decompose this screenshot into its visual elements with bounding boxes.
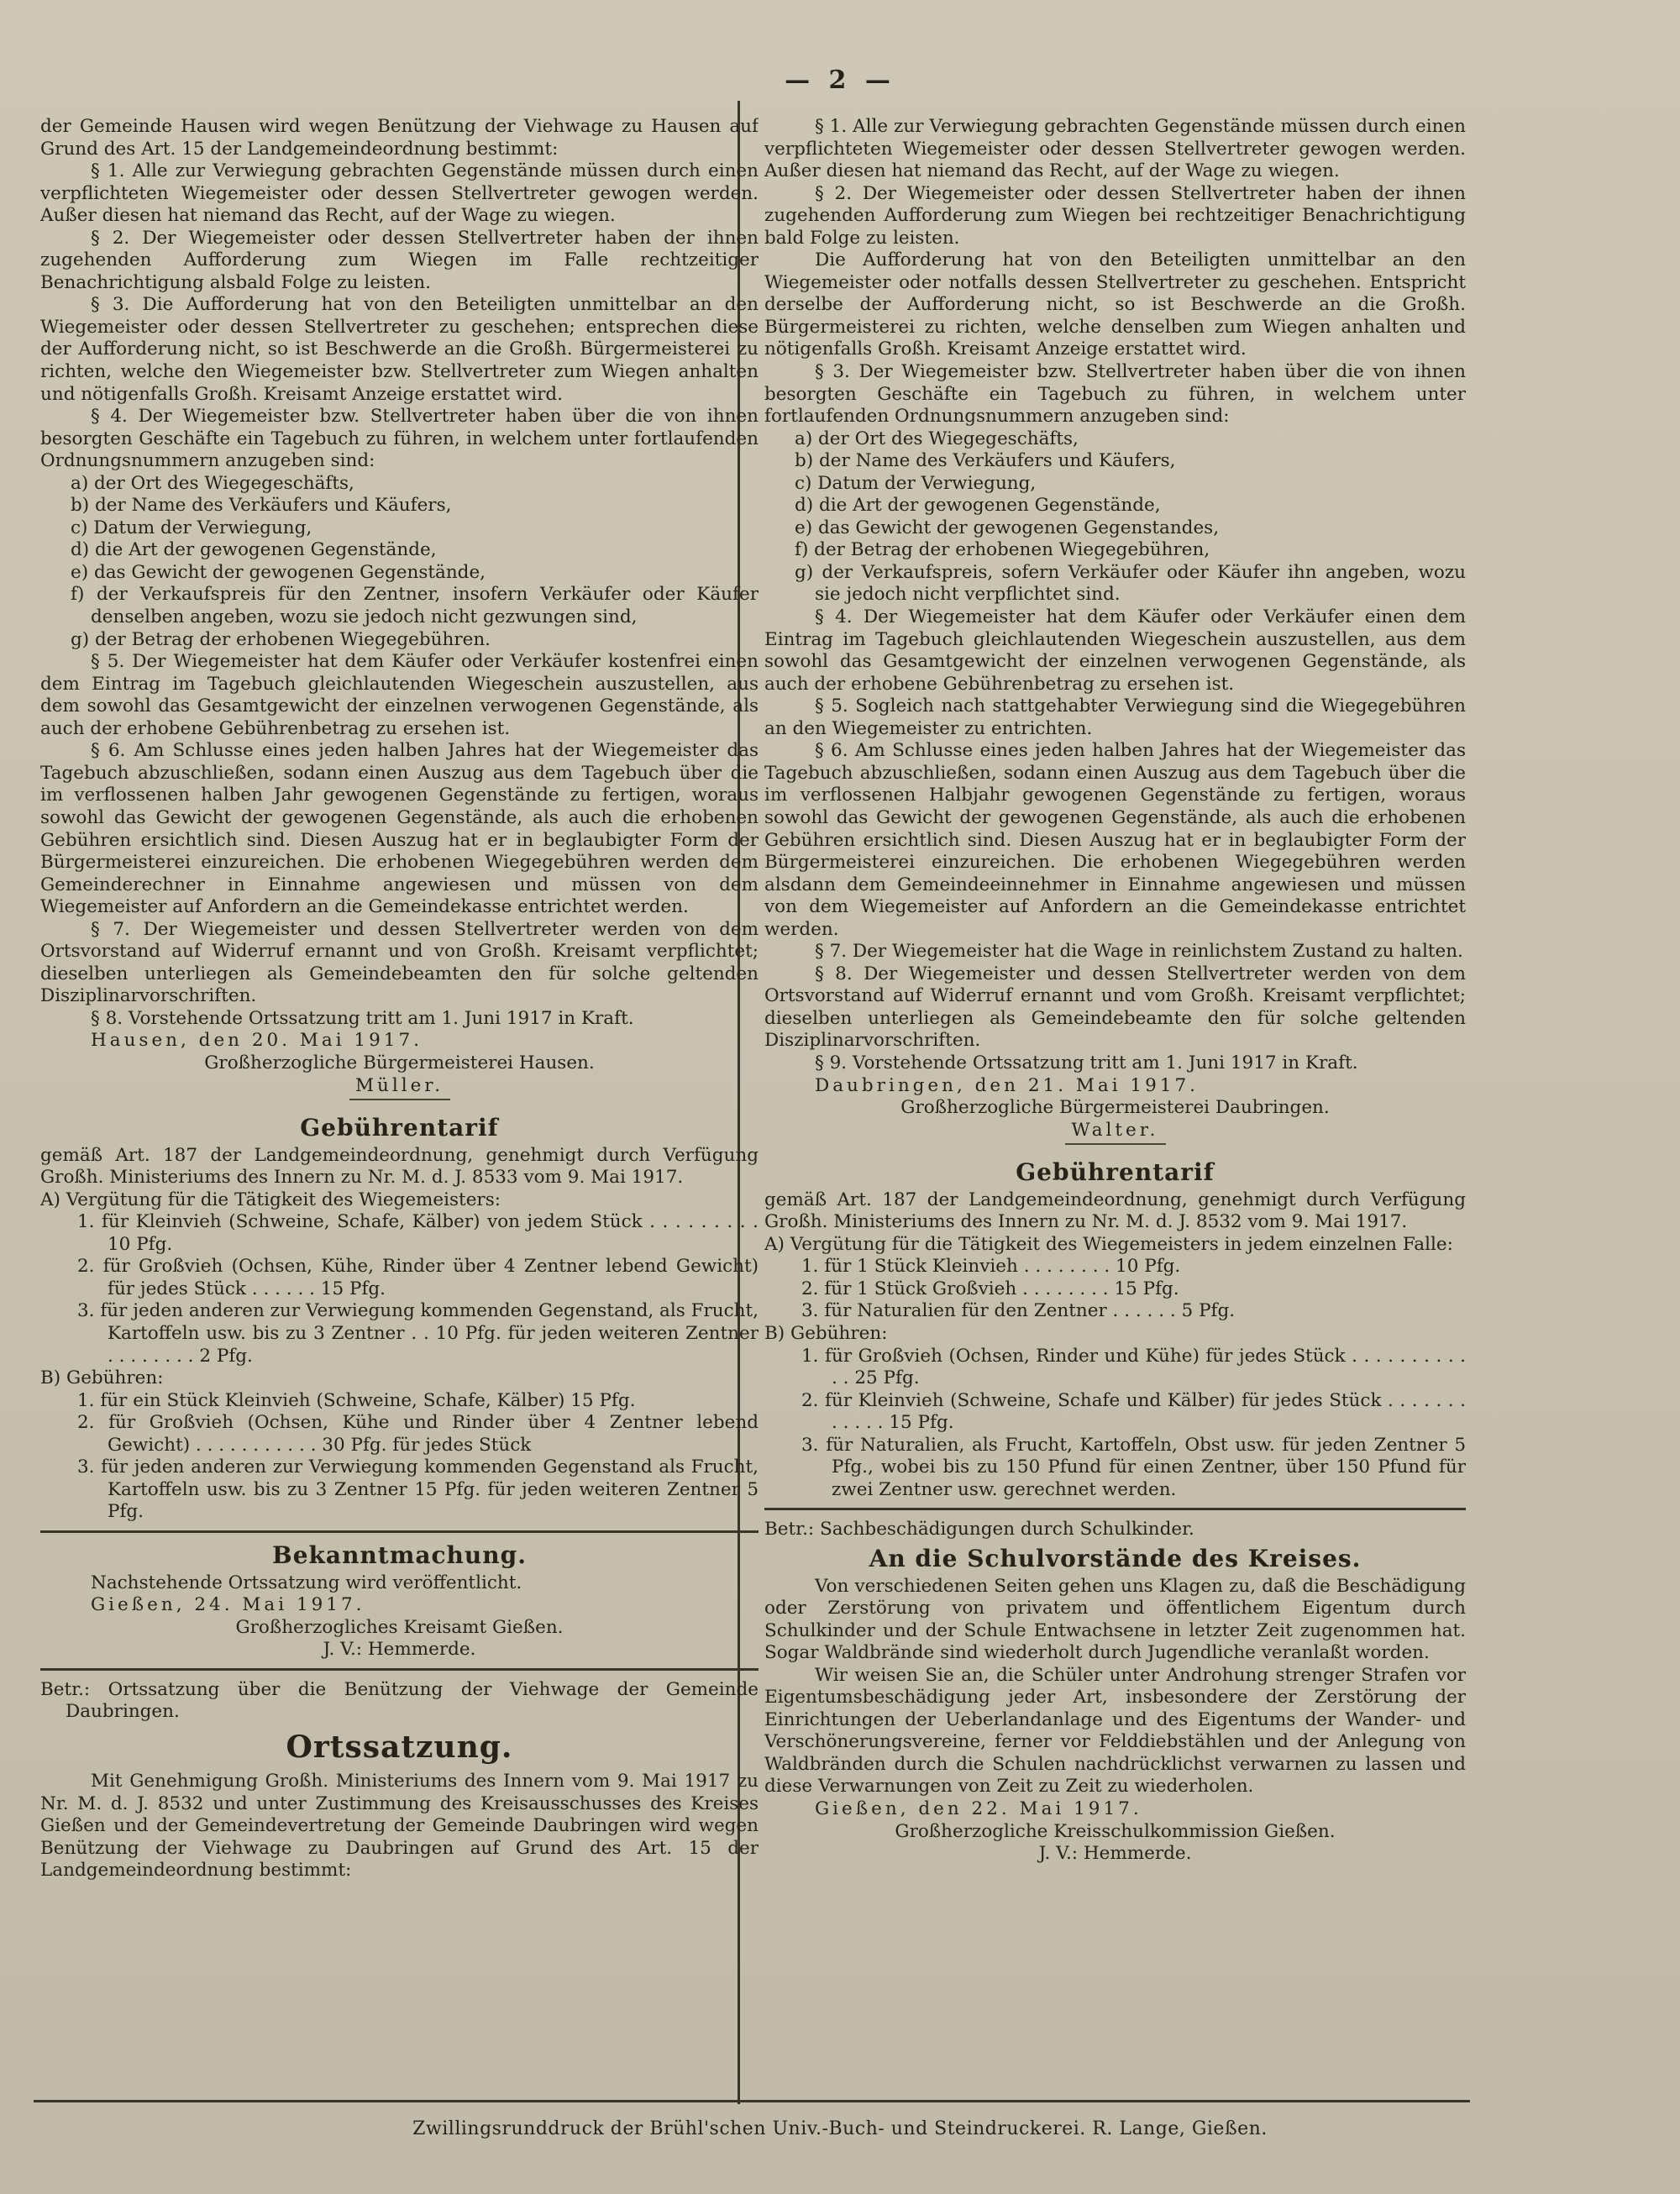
place-date: Daubringen, den 21. Mai 1917.	[815, 1074, 1199, 1096]
paragraph: Nachstehende Ortssatzung wird veröffentlicht.	[91, 1572, 522, 1593]
paragraph: § 7. Der Wiegemeister und dessen Stellvertreter werden von dem Ortsvorstand auf Widerruf ernannt und von Großh. Kreisamt verpflichtet; dieselben unterliegen als Gemeindebeamten den für solche geltenden Disziplinarvorschriften.	[40, 918, 759, 1007]
list-item: a) der Ort des Wiegegeschäfts,	[795, 428, 1079, 449]
tariff-title: Gebührentarif	[300, 1114, 499, 1142]
subject-line: Betr.: Ortssatzung über die Benützung der Viehwage der Gemeinde Daubringen.	[40, 1678, 759, 1723]
tariff-item: 3. für jeden anderen zur Verwiegung kommenden Gegenstand, als Frucht, Kartoffeln usw. bis zu 3 Zentner . . 10 Pfg. für jeden weiteren Zentner . . . . . . . . 2 Pfg.	[77, 1300, 759, 1367]
paragraph: § 4. Der Wiegemeister bzw. Stellvertreter haben über die von ihnen besorgten Geschäfte ein Tagebuch zu führen, in welchem unter fortlaufenden Ordnungsnummern anzugeben sind:	[40, 406, 759, 472]
place-date: Gießen, 24. Mai 1917.	[91, 1594, 365, 1616]
tariff-item: 2. für 1 Stück Großvieh . . . . . . . . 15 Pfg.	[801, 1278, 1179, 1299]
list-item: f) der Verkaufspreis für den Zentner, insofern Verkäufer oder Käufer denselben angeben, wozu sie jedoch nicht gezwungen sind,	[71, 584, 759, 628]
paragraph: Mit Genehmigung Großh. Ministeriums des Innern vom 9. Mai 1917 zu Nr. M. d. J. 8532 und unter Zustimmung des Kreisausschusses des Kreises Gießen und der Gemeindevertretung der Gemeinde Daubringen wird wegen Benützung der Viehwage zu Daubringen auf Grund des Art. 15 der Landgemeindeordnung bestimmt:	[40, 1771, 759, 1882]
place-date: Gießen, den 22. Mai 1917.	[815, 1798, 1142, 1819]
list-item: d) die Art der gewogenen Gegenstände,	[795, 495, 1161, 517]
short-rule	[1065, 1143, 1166, 1145]
list-item: c) Datum der Verwiegung,	[795, 472, 1037, 494]
authority: Großherzogliche Kreisschulkommission Gießen.	[895, 1820, 1336, 1842]
list-item: a) der Ort des Wiegegeschäfts,	[71, 472, 354, 494]
tariff-item: 1. für Großvieh (Ochsen, Rinder und Kühe) für jedes Stück . . . . . . . . . . . . 25 Pfg.	[801, 1345, 1466, 1389]
place-date: Hausen, den 20. Mai 1917.	[91, 1030, 423, 1052]
tariff-item: 1. für ein Stück Kleinvieh (Schweine, Schafe, Kälber) 15 Pfg.	[77, 1389, 636, 1411]
ortssatzung-title: Ortssatzung.	[286, 1729, 513, 1765]
paragraph: § 7. Der Wiegemeister hat die Wage in reinlichstem Zustand zu halten.	[815, 941, 1463, 963]
announcement-title: Bekanntmachung.	[272, 1541, 527, 1569]
tariff-item: 3. für Naturalien für den Zentner . . . . . . 5 Pfg.	[801, 1300, 1236, 1322]
list-item: d) die Art der gewogenen Gegenstände,	[71, 539, 437, 561]
signer: Walter.	[1071, 1119, 1159, 1141]
tariff-intro: gemäß Art. 187 der Landgemeindeordnung, genehmigt durch Verfügung Großh. Ministeriums des Innern zu Nr. M. d. J. 8532 vom 9. Mai 1917.	[764, 1189, 1466, 1233]
bottom-rule	[34, 2100, 1470, 2102]
paragraph: § 4. Der Wiegemeister hat dem Käufer oder Verkäufer einen dem Eintrag im Tagebuch gleichlautenden Wiegeschein auszustellen, aus dem sowohl das Gesamtgewicht der einzelnen verwogenen Gegenstände, als auch der erhobene Gebührenbetrag zu ersehen ist.	[764, 606, 1466, 695]
paragraph: § 5. Sogleich nach stattgehabter Verwiegung sind die Wiegegebühren an den Wiegemeister zu entrichten.	[764, 695, 1466, 739]
tariff-item: 1. für 1 Stück Kleinvieh . . . . . . . . 10 Pfg.	[801, 1256, 1181, 1278]
paragraph: § 1. Alle zur Verwiegung gebrachten Gegenstände müssen durch einen verpflichteten Wiegemeister oder dessen Stellvertreter gewogen werden. Außer diesen hat niemand das Recht, auf der Wage zu wiegen.	[40, 160, 759, 227]
tariff-item: 1. für Kleinvieh (Schweine, Schafe, Kälber) von jedem Stück . . . . . . . . . 10 Pfg.	[77, 1211, 759, 1255]
list-item: e) das Gewicht der gewogenen Gegenstände,	[71, 561, 486, 583]
list-item: g) der Verkaufspreis, sofern Verkäufer oder Käufer ihn angeben, wozu sie jedoch nicht verpflichtet sind.	[795, 561, 1466, 606]
school-notice-title: An die Schulvorstände des Kreises.	[869, 1544, 1362, 1572]
paragraph: § 6. Am Schlusse eines jeden halben Jahres hat der Wiegemeister das Tagebuch abzuschließen, sodann einen Auszug aus dem Tagebuch über die im verflossenen halben Jahr gewogenen Gegenstände zu fertigen, woraus sowohl das Gewicht der gewogenen Gegenstände, als auch die erhobenen Gebühren ersichtlich sind. Diesen Auszug hat er in beglaubigter Form der Bürgermeisterei einzureichen. Die erhobenen Wiegegebühren werden dem Gemeinderechner in Einnahme angewiesen und müssen von dem Wiegemeister auf Anfordern an die Gemeindekasse entrichtet werden.	[40, 740, 759, 918]
signer: J. V.: Hemmerde.	[323, 1639, 476, 1661]
authority: Großherzogliche Bürgermeisterei Daubringen.	[900, 1097, 1330, 1119]
paragraph: § 5. Der Wiegemeister hat dem Käufer oder Verkäufer kostenfrei einen dem Eintrag im Tagebuch gleichlautenden Wiegeschein auszustellen, aus dem sowohl das Gesamtgewicht der einzelnen verwogenen Gegenstände, als auch der erhobene Gebührenbetrag zu ersehen ist.	[40, 651, 759, 739]
authority: Großherzogliches Kreisamt Gießen.	[235, 1616, 564, 1638]
section-rule	[40, 1668, 759, 1671]
list-item: b) der Name des Verkäufers und Käufers,	[71, 495, 452, 517]
paragraph: § 6. Am Schlusse eines jeden halben Jahres hat der Wiegemeister das Tagebuch abzuschließen, sodann einen Auszug aus dem Tagebuch über die im verflossenen Halbjahr gewogenen Gegenstände zu fertigen, woraus sowohl das Gewicht der gewogenen Gegenstände, als auch die erhobenen Gebühren ersichtlich sind. Diesen Auszug hat er in beglaubigter Form der Bürgermeisterei einzureichen. Die erhobenen Wiegegebühren werden alsdann dem Gemeindeeinnehmer in Einnahme angewiesen und müssen von dem Wiegemeister auf Anfordern an die Gemeindekasse entrichtet werden.	[764, 740, 1466, 940]
list-item: e) das Gewicht der gewogenen Gegenstandes,	[795, 517, 1220, 538]
signer: Müller.	[354, 1074, 444, 1096]
tariff-intro: gemäß Art. 187 der Landgemeindeordnung, genehmigt durch Verfügung Großh. Ministeriums des Innern zu Nr. M. d. J. 8533 vom 9. Mai 1917.	[40, 1144, 759, 1189]
paragraph: § 8. Der Wiegemeister und dessen Stellvertreter werden von dem Ortsvorstand auf Widerruf ernannt und vom Großh. Kreisamt verpflichtet; dieselben unterliegen als Gemeindebeamte den für solche geltenden Disziplinarvorschriften.	[764, 963, 1466, 1052]
tariff-item: 2. für Kleinvieh (Schweine, Schafe und Kälber) für jedes Stück . . . . . . . . . . . . 15 Pfg.	[801, 1389, 1466, 1434]
paragraph: der Gemeinde Hausen wird wegen Benützung der Viehwage zu Hausen auf Grund des Art. 15 der Landgemeindeordnung bestimmt:	[40, 116, 759, 160]
signer: J. V.: Hemmerde.	[1038, 1843, 1192, 1865]
subject-line: Betr.: Sachbeschädigungen durch Schulkinder.	[764, 1519, 1194, 1541]
section-rule	[764, 1508, 1466, 1510]
paragraph: Von verschiedenen Seiten gehen uns Klagen zu, daß die Beschädigung oder Zerstörung von privatem und öffentlichem Eigentum durch Schulkinder und der Schule Entwachsene in letzter Zeit zugenommen hat. Sogar Waldbrände sind wiederholt durch Jugendliche veranlaßt worden.	[764, 1575, 1466, 1664]
paragraph: § 9. Vorstehende Ortssatzung tritt am 1. Juni 1917 in Kraft.	[815, 1052, 1358, 1073]
tariff-item: 3. für jeden anderen zur Verwiegung kommenden Gegenstand als Frucht, Kartoffeln usw. bis zu 3 Zentner 15 Pfg. für jeden weiteren Zentner 5 Pfg.	[77, 1457, 759, 1523]
paragraph: Die Aufforderung hat von den Beteiligten unmittelbar an den Wiegemeister oder notfalls dessen Stellvertreter zu geschehen. Entspricht derselbe der Aufforderung nicht, so ist Beschwerde an die Großh. Bürgermeisterei zu richten, welche denselben zum Wiegen anhalten und nötigenfalls Großh. Kreisamt Anzeige erstattet wird.	[764, 249, 1466, 360]
tariff-item: 2. für Großvieh (Ochsen, Kühe, Rinder über 4 Zentner lebend Gewicht) für jedes Stück . . . . . . 15 Pfg.	[77, 1256, 759, 1299]
paragraph: § 2. Der Wiegemeister oder dessen Stellvertreter haben der ihnen zugehenden Aufforderung zum Wiegen im Falle rechtzeitiger Benachrichtigung alsbald Folge zu leisten.	[40, 227, 759, 293]
tariff-item: 3. für Naturalien, als Frucht, Kartoffeln, Obst usw. für jeden Zentner 5 Pfg., wobei bis zu 150 Pfund für einen Zentner, über 150 Pfund für zwei Zentner usw. gerechnet werden.	[801, 1434, 1466, 1500]
right-column	[764, 116, 1466, 2086]
tariff-item: 2. für Großvieh (Ochsen, Kühe und Rinder über 4 Zentner lebend Gewicht) . . . . . . . . . . . 30 Pfg. für jedes Stück	[77, 1412, 759, 1456]
paragraph: § 3. Der Wiegemeister bzw. Stellvertreter haben über die von ihnen besorgten Geschäfte ein Tagebuch zu führen, in welchem unter fortlaufenden Ordnungsnummern anzugeben sind:	[764, 361, 1466, 428]
tariff-title: Gebührentarif	[1016, 1158, 1215, 1187]
list-item: b) der Name des Verkäufers und Käufers,	[795, 450, 1176, 472]
tariff-section: A) Vergütung für die Tätigkeit des Wiegemeisters in jedem einzelnen Falle:	[764, 1233, 1453, 1255]
paragraph: § 1. Alle zur Verwiegung gebrachten Gegenstände müssen durch einen verpflichteten Wiegemeister oder dessen Stellvertreter gewogen werden. Außer diesen hat niemand das Recht, auf der Wage zu wiegen.	[764, 116, 1466, 182]
list-item: c) Datum der Verwiegung,	[71, 517, 312, 538]
paragraph: § 2. Der Wiegemeister oder dessen Stellvertreter haben der ihnen zugehenden Aufforderung zum Wiegen bei rechtzeitiger Benachrichtigung bald Folge zu leisten.	[764, 182, 1466, 249]
paragraph: Wir weisen Sie an, die Schüler unter Androhung strenger Strafen vor Eigentumsbeschädigung jeder Art, insbesondere der Zerstörung der Einrichtungen der Ueberlandanlage und des Eigentums der Wander- und Verschönerungsvereine, ferner vor Felddiebstählen und der Anlegung von Waldbränden durch die Schulen nachdrücklichst verwarnen zu lassen und diese Verwarnungen von Zeit zu Zeit zu wiederholen.	[764, 1664, 1466, 1798]
short-rule	[349, 1099, 450, 1100]
paragraph: § 8. Vorstehende Ortssatzung tritt am 1. Juni 1917 in Kraft.	[91, 1007, 634, 1029]
authority: Großherzogliche Bürgermeisterei Hausen.	[204, 1052, 595, 1073]
list-item: g) der Betrag der erhobenen Wiegegebühren.	[71, 628, 491, 650]
tariff-section: B) Gebühren:	[764, 1323, 888, 1345]
left-column	[40, 116, 759, 2086]
printer-imprint: Zwillingsrunddruck der Brühl'schen Univ.-Buch- und Steindruckerei. R. Lange, Gießen.	[412, 2118, 1268, 2139]
tariff-section: B) Gebühren:	[40, 1367, 164, 1389]
section-rule	[40, 1530, 759, 1533]
page-number: — 2 —	[785, 66, 895, 95]
paragraph: § 3. Die Aufforderung hat von den Beteiligten unmittelbar an den Wiegemeister oder dessen Stellvertreter zu geschehen; entsprechen diese der Aufforderung nicht, so ist Beschwerde an die Großh. Bürgermeisterei zu richten, welche den Wiegemeister bzw. Stellvertreter zum Wiegen anhalten und nötigenfalls Großh. Kreisamt Anzeige erstattet wird.	[40, 294, 759, 405]
tariff-section: A) Vergütung für die Tätigkeit des Wiegemeisters:	[40, 1189, 501, 1210]
list-item: f) der Betrag der erhobenen Wiegegebühren,	[795, 539, 1210, 561]
